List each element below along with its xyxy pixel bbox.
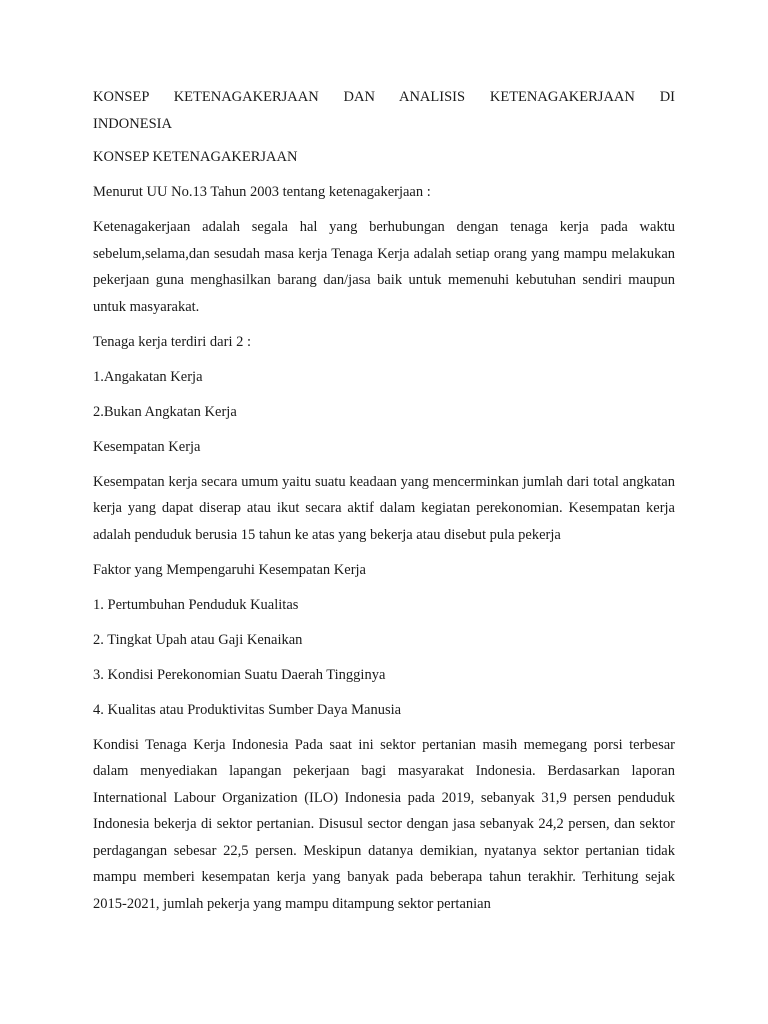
factor-item: 3. Kondisi Perekonomian Suatu Daerah Tingginya: [93, 666, 386, 683]
factor-item: 1. Pertumbuhan Penduduk Kualitas: [93, 596, 299, 613]
definition-paragraph: Ketenagakerjaan adalah segala hal yang berhubungan dengan tenaga kerja pada waktu sebelum,selama,dan sesudah masa kerja Tenaga Kerja adalah setiap orang yang mampu melakukan pekerjaan guna menghasilkan barang dan/jasa baik untuk memenuhi kebutuhan sendiri maupun untuk masyarakat.: [93, 219, 675, 315]
document-title: [93, 84, 675, 137]
factor-item: 2. Tingkat Upah atau Gaji Kenaikan: [93, 631, 303, 648]
document-title-line1: KONSEP KETENAGAKERJAAN DAN ANALISIS KETENAGAKERJAAN DI: [93, 89, 675, 105]
factor-item: 4. Kualitas atau Produktivitas Sumber Daya Manusia: [93, 701, 402, 718]
document-title-line2: INDONESIA: [93, 115, 172, 132]
section-heading: KONSEP KETENAGAKERJAAN: [93, 149, 298, 165]
labor-item: 2.Bukan Angkatan Kerja: [93, 403, 237, 420]
conditions-paragraph: Kondisi Tenaga Kerja Indonesia Pada saat ini sektor pertanian masih memegang porsi terbesar dalam menyediakan lapangan pekerjaan bagi masyarakat Indonesia. Berdasarkan laporan International Labour Organization (ILO) Indonesia pada 2019, sebanyak 31,9 persen penduduk Indonesia bekerja di sektor pertanian. Disusul sector dengan jasa sebanyak 24,2 persen, dan sektor perdagangan sebesar 22,5 persen. Meskipun datanya demikian, nyatanya sektor pertanian tidak mampu memberi kesempatan kerja yang banyak pada beberapa tahun terakhir. Terhitung sejak 2015-2021, jumlah pekerja yang mampu ditampung sektor pertanian: [93, 736, 675, 912]
labor-item: 1.Angakatan Kerja: [93, 368, 203, 385]
intro-paragraph: Menurut UU No.13 Tahun 2003 tentang ketenagakerjaan :: [93, 184, 431, 200]
document-page: [93, 84, 675, 926]
opportunity-paragraph: Kesempatan kerja secara umum yaitu suatu keadaan yang mencerminkan jumlah dari total angkatan kerja yang dapat diserap atau ikut secara aktif dalam kegiatan perekonomian. Kesempatan kerja adalah penduduk berusia 15 tahun ke atas yang bekerja atau disebut pula pekerja: [93, 473, 675, 543]
labor-intro: Tenaga kerja terdiri dari 2 :: [93, 333, 252, 350]
factors-heading: Faktor yang Mempengaruhi Kesempatan Kerja: [93, 561, 366, 578]
opportunity-heading: Kesempatan Kerja: [93, 438, 201, 455]
